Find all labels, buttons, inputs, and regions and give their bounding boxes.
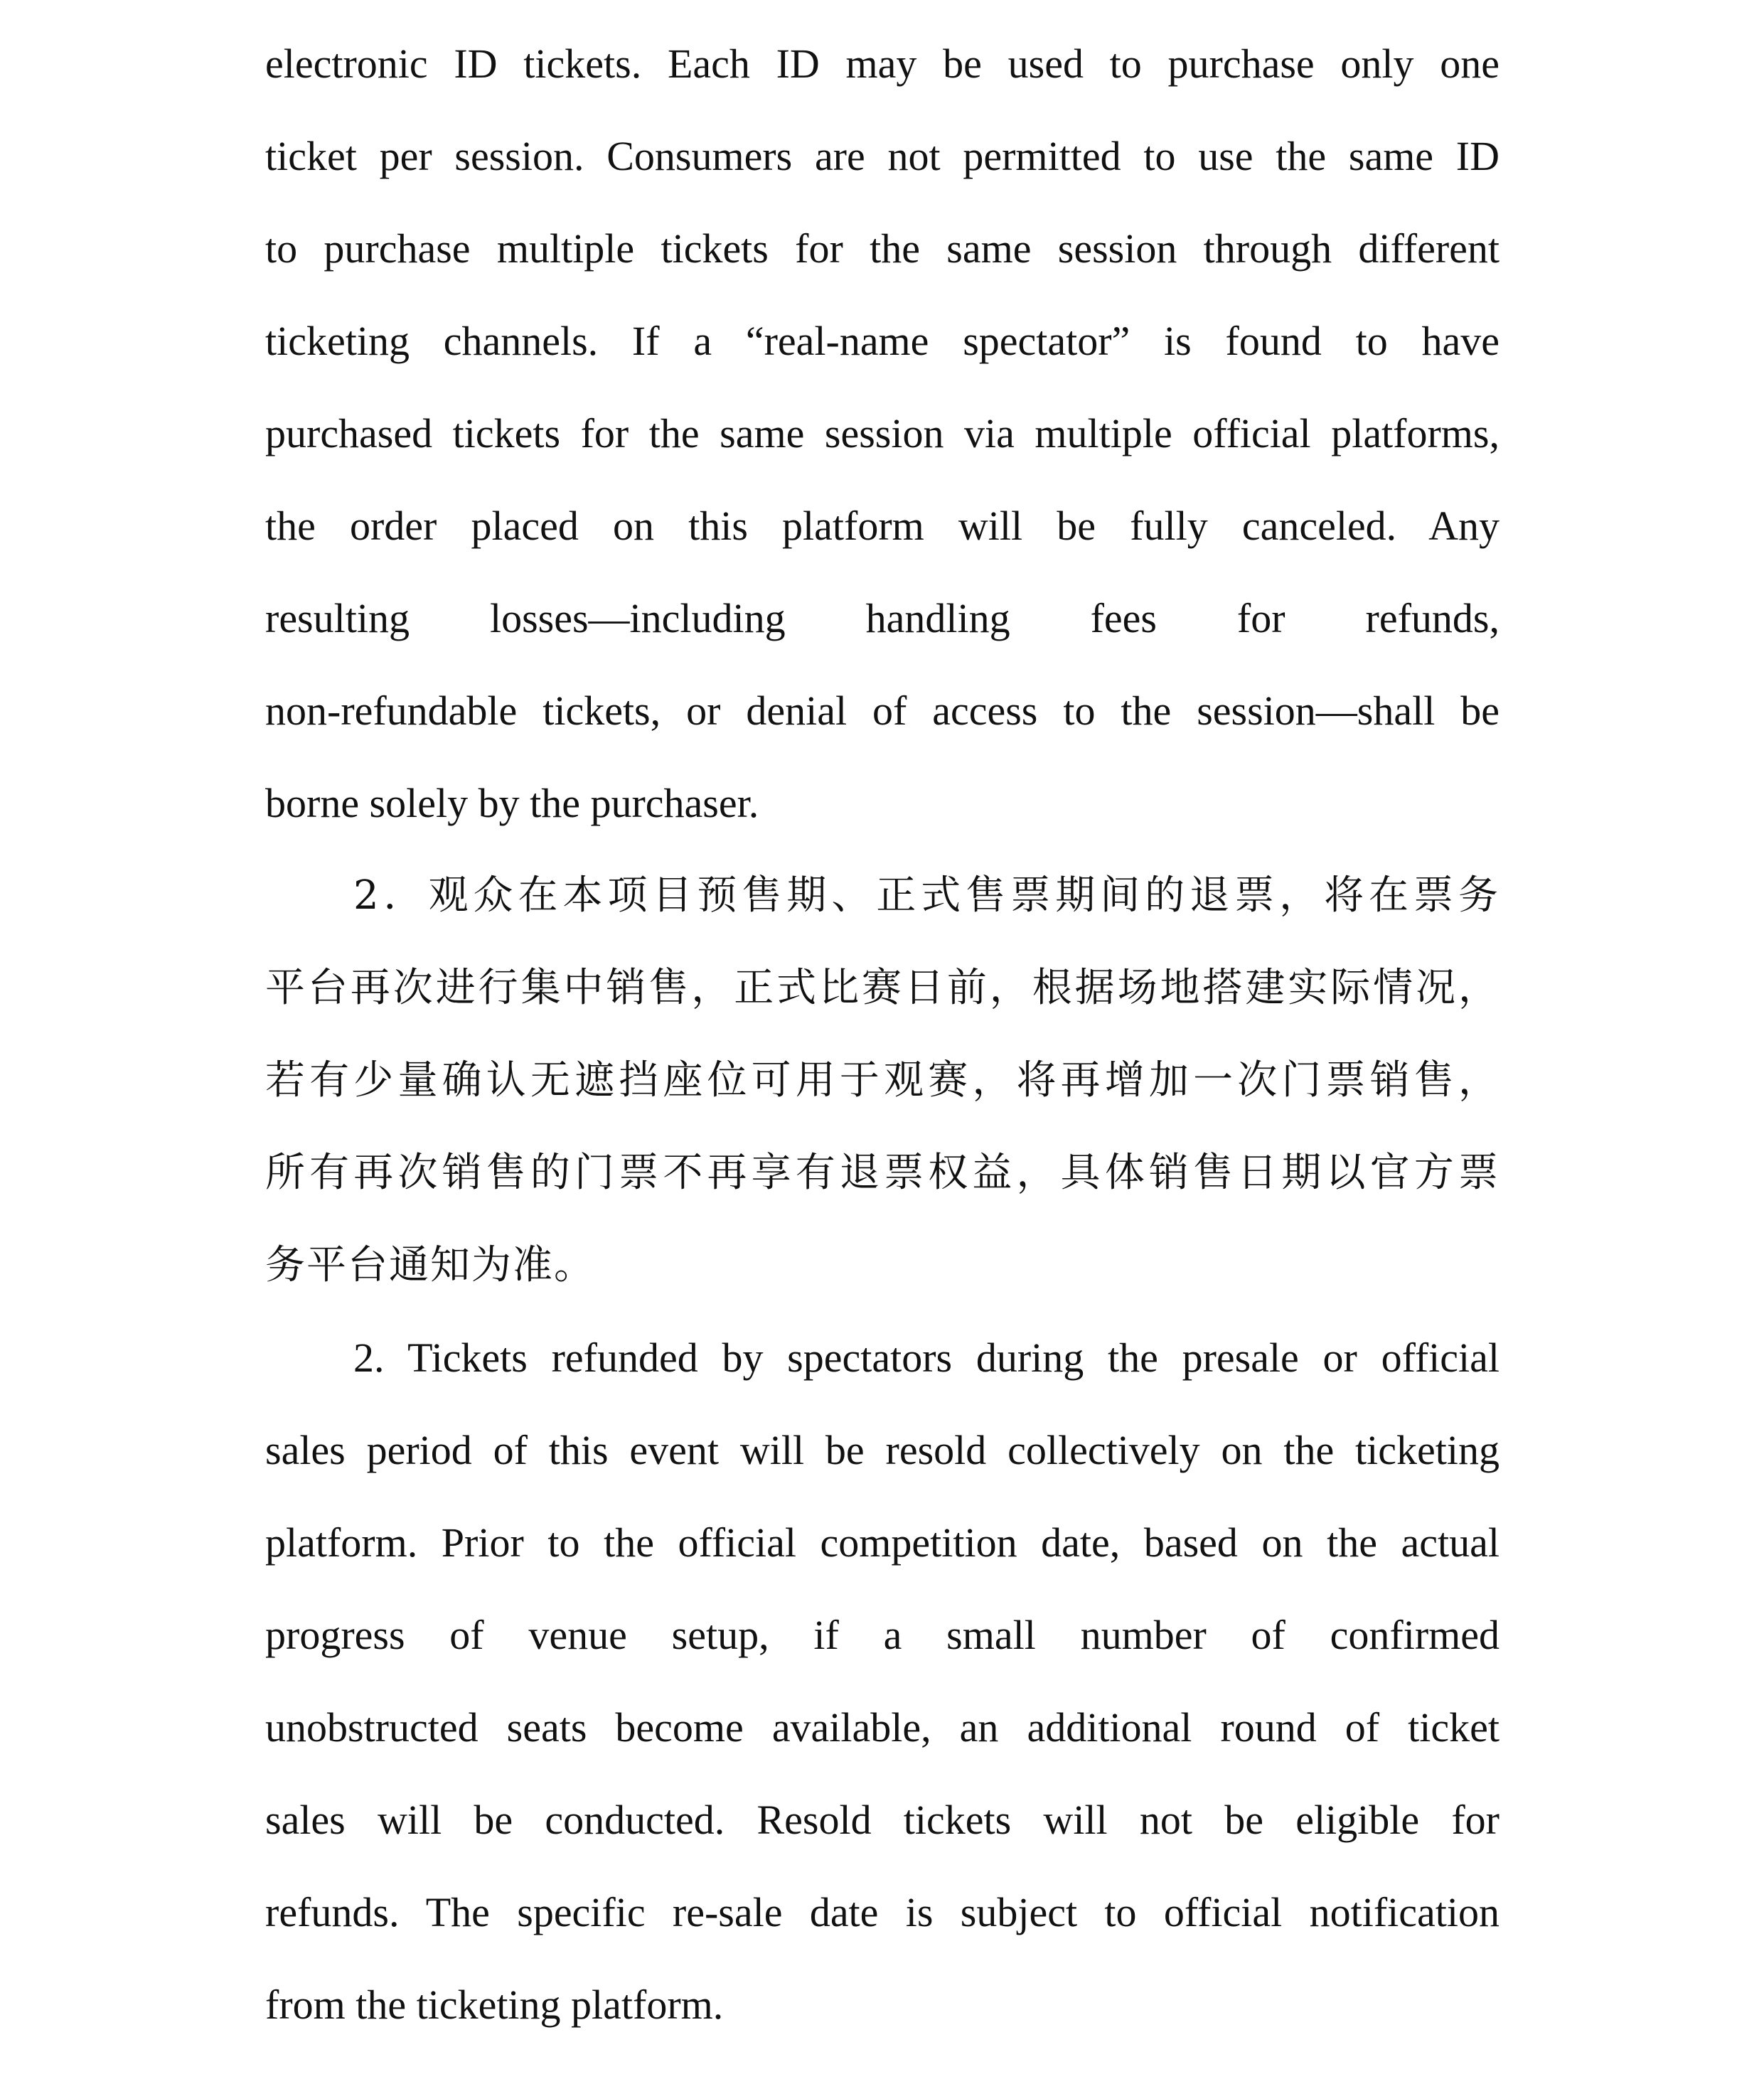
text-line: 平台再次进行集中销售，正式比赛日前，根据场地搭建实际情况， xyxy=(265,965,1500,1011)
text-line: unobstructed seats become available, an additional round of ticket xyxy=(265,1704,1500,1751)
text-line: borne solely by the purchaser. xyxy=(265,780,759,826)
text-line: resulting losses—including handling fees for refunds, xyxy=(265,595,1500,641)
paragraph-2-chinese xyxy=(265,859,1500,1321)
text-line: to purchase multiple tickets for the same session through different xyxy=(265,225,1500,272)
text-line: 2. Tickets refunded by spectators during the presale or official xyxy=(353,1335,1500,1381)
text-line: 所有再次销售的门票不再享有退票权益，具体销售日期以官方票 xyxy=(265,1150,1500,1196)
text-line: refunds. The specific re-sale date is subject to official notification xyxy=(265,1889,1500,1935)
text-line: progress of venue setup, if a small number of confirmed xyxy=(265,1612,1500,1658)
text-line: purchased tickets for the same session via multiple official platforms, xyxy=(265,410,1500,456)
text-line: 务平台通知为准。 xyxy=(265,1242,595,1288)
text-line: electronic ID tickets. Each ID may be used to purchase only one xyxy=(265,41,1500,87)
text-line: platform. Prior to the official competition date, based on the actual xyxy=(265,1519,1500,1566)
paragraph-1-english xyxy=(265,27,1500,859)
text-line: from the ticketing platform. xyxy=(265,1982,724,2028)
document-page xyxy=(265,27,1500,2061)
text-line: 若有少量确认无遮挡座位可用于观赛，将再增加一次门票销售， xyxy=(265,1057,1500,1103)
text-line: ticket per session. Consumers are not permitted to use the same ID xyxy=(265,133,1500,179)
text-line: sales period of this event will be resold collectively on the ticketing xyxy=(265,1427,1500,1473)
text-line: sales will be conducted. Resold tickets will not be eligible for xyxy=(265,1797,1500,1843)
paragraph-2-english xyxy=(265,1321,1500,2061)
text-line: 2．观众在本项目预售期、正式售票期间的退票，将在票务 xyxy=(353,872,1500,919)
text-line: the order placed on this platform will be fully canceled. Any xyxy=(265,503,1500,549)
text-line: ticketing channels. If a “real-name spectator” is found to have xyxy=(265,318,1500,364)
text-line: non-refundable tickets, or denial of access to the session—shall be xyxy=(265,688,1500,734)
